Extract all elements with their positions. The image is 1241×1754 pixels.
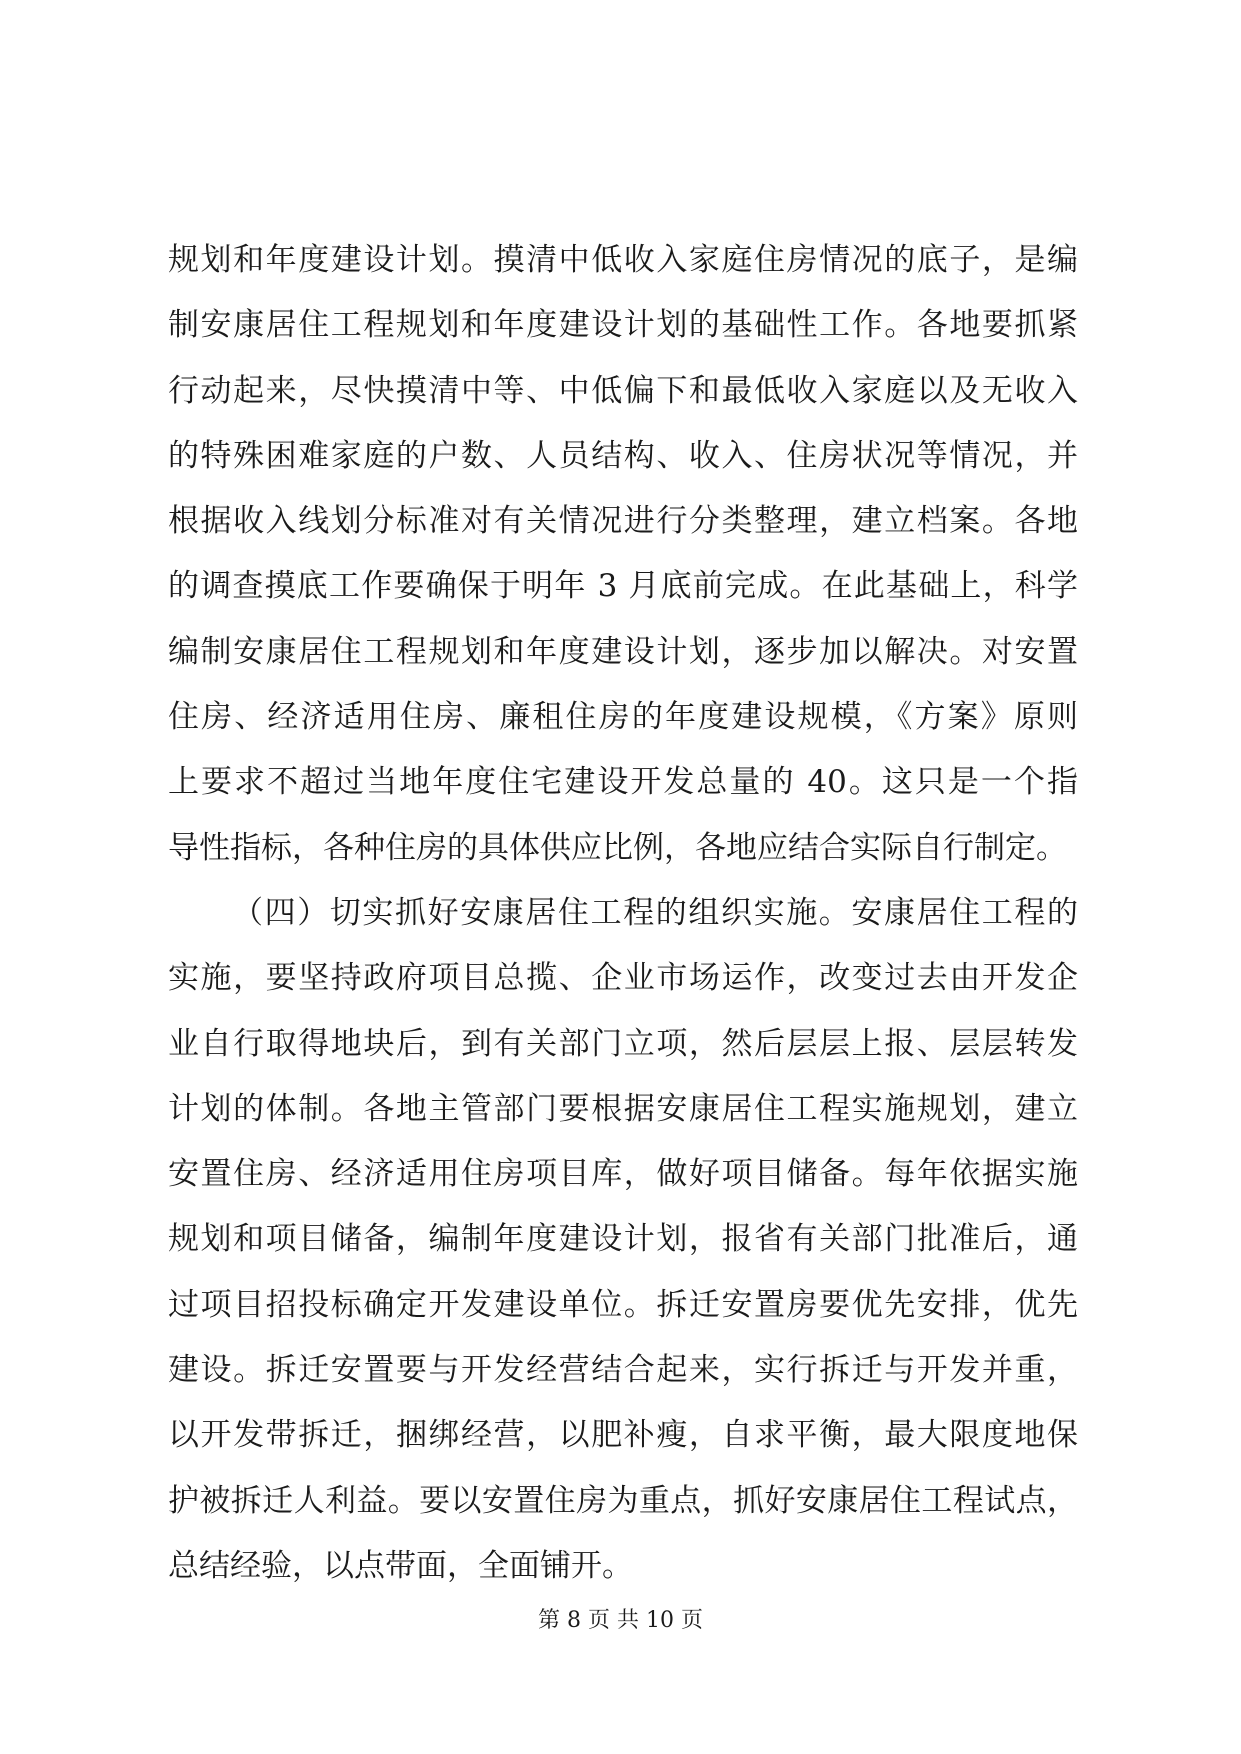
text-line: 导性指标，各种住房的具体供应比例，各地应结合实际自行制定。 (168, 829, 1067, 866)
text-line: 规划和项目储备，编制年度建设计划，报省有关部门批准后，通 (168, 1221, 1078, 1258)
text-line: 根据收入线划分标准对有关情况进行分类整理，建立档案。各地 (168, 503, 1078, 540)
body-text (168, 228, 1078, 1599)
text-line: 过项目招投标确定开发建设单位。拆迁安置房要优先安排，优先 (168, 1286, 1078, 1323)
text-line: 建设。拆迁安置要与开发经营结合起来，实行拆迁与开发并重， (168, 1352, 1078, 1389)
text-line: 业自行取得地块后，到有关部门立项，然后层层上报、层层转发 (168, 1025, 1078, 1062)
text-line: 制安康居住工程规划和年度建设计划的基础性工作。各地要抓紧 (168, 307, 1078, 344)
text-line: 的调查摸底工作要确保于明年 3 月底前完成。在此基础上，科学 (168, 568, 1078, 605)
text-line: 计划的体制。各地主管部门要根据安康居住工程实施规划，建立 (168, 1090, 1078, 1127)
page-footer: 第 8 页 共 10 页 (538, 1608, 703, 1633)
section-heading-line: （四）切实抓好安康居住工程的组织实施。安康居住工程的 (232, 894, 1078, 931)
text-line: 编制安康居住工程规划和年度建设计划，逐步加以解决。对安置 (168, 633, 1078, 670)
text-line: 护被拆迁人利益。要以安置住房为重点，抓好安康居住工程试点， (168, 1482, 1078, 1519)
text-line: 的特殊困难家庭的户数、人员结构、收入、住房状况等情况，并 (168, 437, 1078, 474)
text-line: 实施，要坚持政府项目总揽、企业市场运作，改变过去由开发企 (168, 960, 1078, 997)
text-line: 住房、经济适用住房、廉租住房的年度建设规模，《方案》原则 (168, 699, 1078, 736)
text-line: 总结经验，以点带面，全面铺开。 (168, 1547, 633, 1584)
text-line: 规划和年度建设计划。摸清中低收入家庭住房情况的底子，是编 (168, 242, 1078, 278)
text-line: 上要求不超过当地年度住宅建设开发总量的 40。这只是一个指 (168, 764, 1078, 801)
text-line: 以开发带拆迁，捆绑经营，以肥补瘦，自求平衡，最大限度地保 (168, 1417, 1078, 1454)
text-line: 安置住房、经济适用住房项目库，做好项目储备。每年依据实施 (168, 1156, 1078, 1193)
text-line: 行动起来，尽快摸清中等、中低偏下和最低收入家庭以及无收入 (168, 372, 1078, 409)
